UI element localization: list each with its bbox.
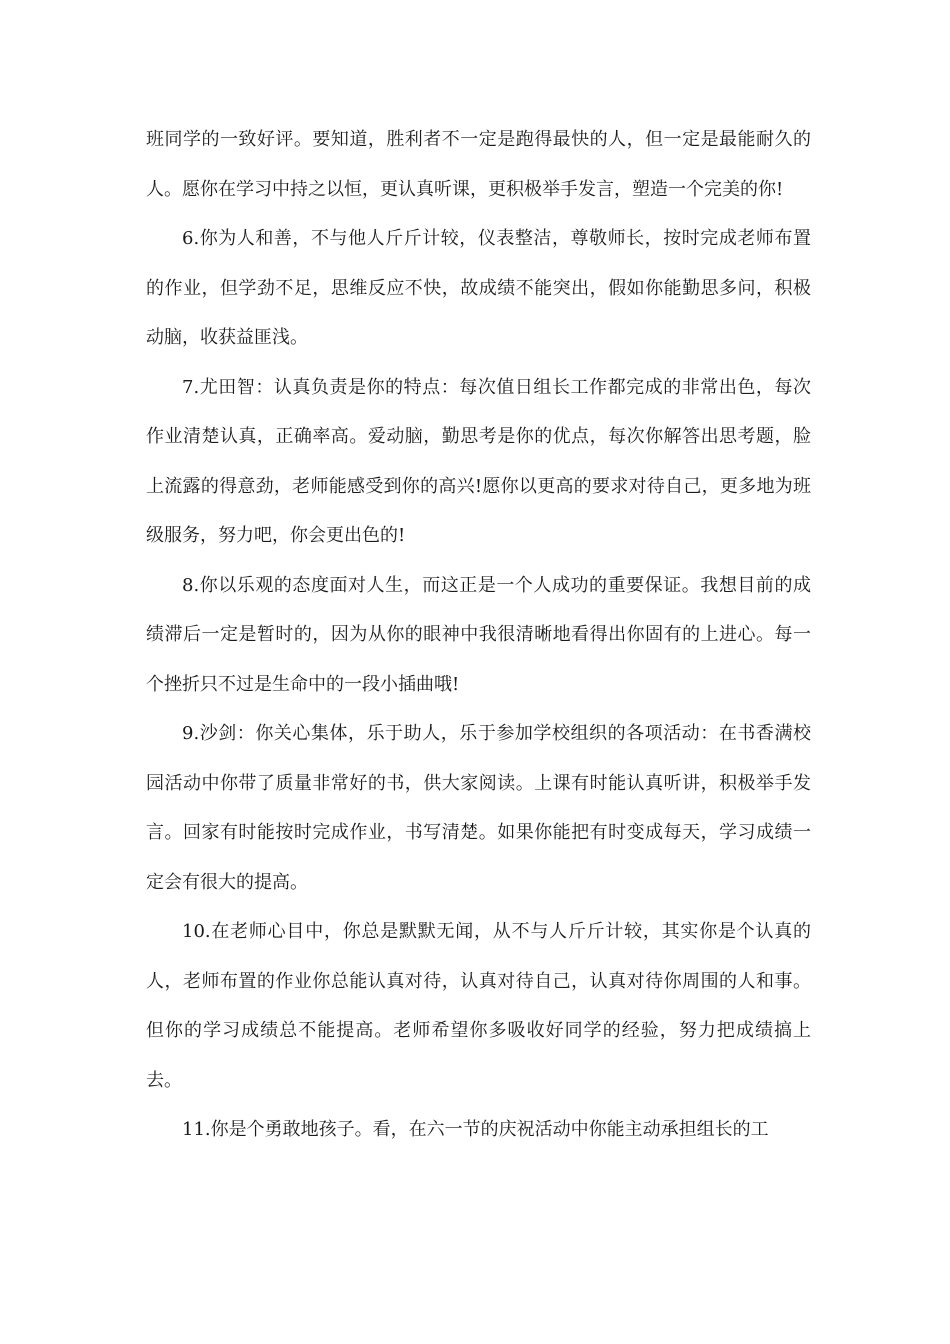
paragraph-comment-8: 8.你以乐观的态度面对人生，而这正是一个人成功的重要保证。我想目前的成绩滞后一定是暂时的，因为从你的眼神中我很清晰地看得出你固有的上进心。每一个挫折只不过是生命中的一段小插曲哦! xyxy=(146,574,811,695)
paragraph-comment-11: 11.你是个勇敢地孩子。看，在六一节的庆祝活动中你能主动承担组长的工 xyxy=(182,1119,769,1140)
paragraph-continuation: 班同学的一致好评。要知道，胜利者不一定是跑得最快的人，但一定是最能耐久的人。愿你在学习中持之以恒，更认真听课，更积极举手发言，塑造一个完美的你! xyxy=(146,129,811,200)
document-body xyxy=(146,115,811,1155)
paragraph-comment-9: 9.沙剑：你关心集体，乐于助人，乐于参加学校组织的各项活动：在书香满校园活动中你带了质量非常好的书，供大家阅读。上课有时能认真听讲，积极举手发言。回家有时能按时完成作业，书写清楚。如果你能把有时变成每天，学习成绩一定会有很大的提高。 xyxy=(146,723,811,893)
paragraph-comment-10: 10.在老师心目中，你总是默默无闻，从不与人斤斤计较，其实你是个认真的人，老师布置的作业你总能认真对待，认真对待自己，认真对待你周围的人和事。但你的学习成绩总不能提高。老师希望你多吸收好同学的经验，努力把成绩搞上去。 xyxy=(146,921,811,1091)
paragraph-comment-7: 7.尤田智：认真负责是你的特点：每次值日组长工作都完成的非常出色，每次作业清楚认真，正确率高。爱动脑，勤思考是你的优点，每次你解答出思考题，脸上流露的得意劲，老师能感受到你的高兴!愿你以更高的要求对待自己，更多地为班级服务，努力吧，你会更出色的! xyxy=(146,376,811,546)
paragraph-comment-6: 6.你为人和善，不与他人斤斤计较，仪表整洁，尊敬师长，按时完成老师布置的作业，但学劲不足，思维反应不快，故成绩不能突出，假如你能勤思多问，积极动脑，收获益匪浅。 xyxy=(146,228,811,348)
